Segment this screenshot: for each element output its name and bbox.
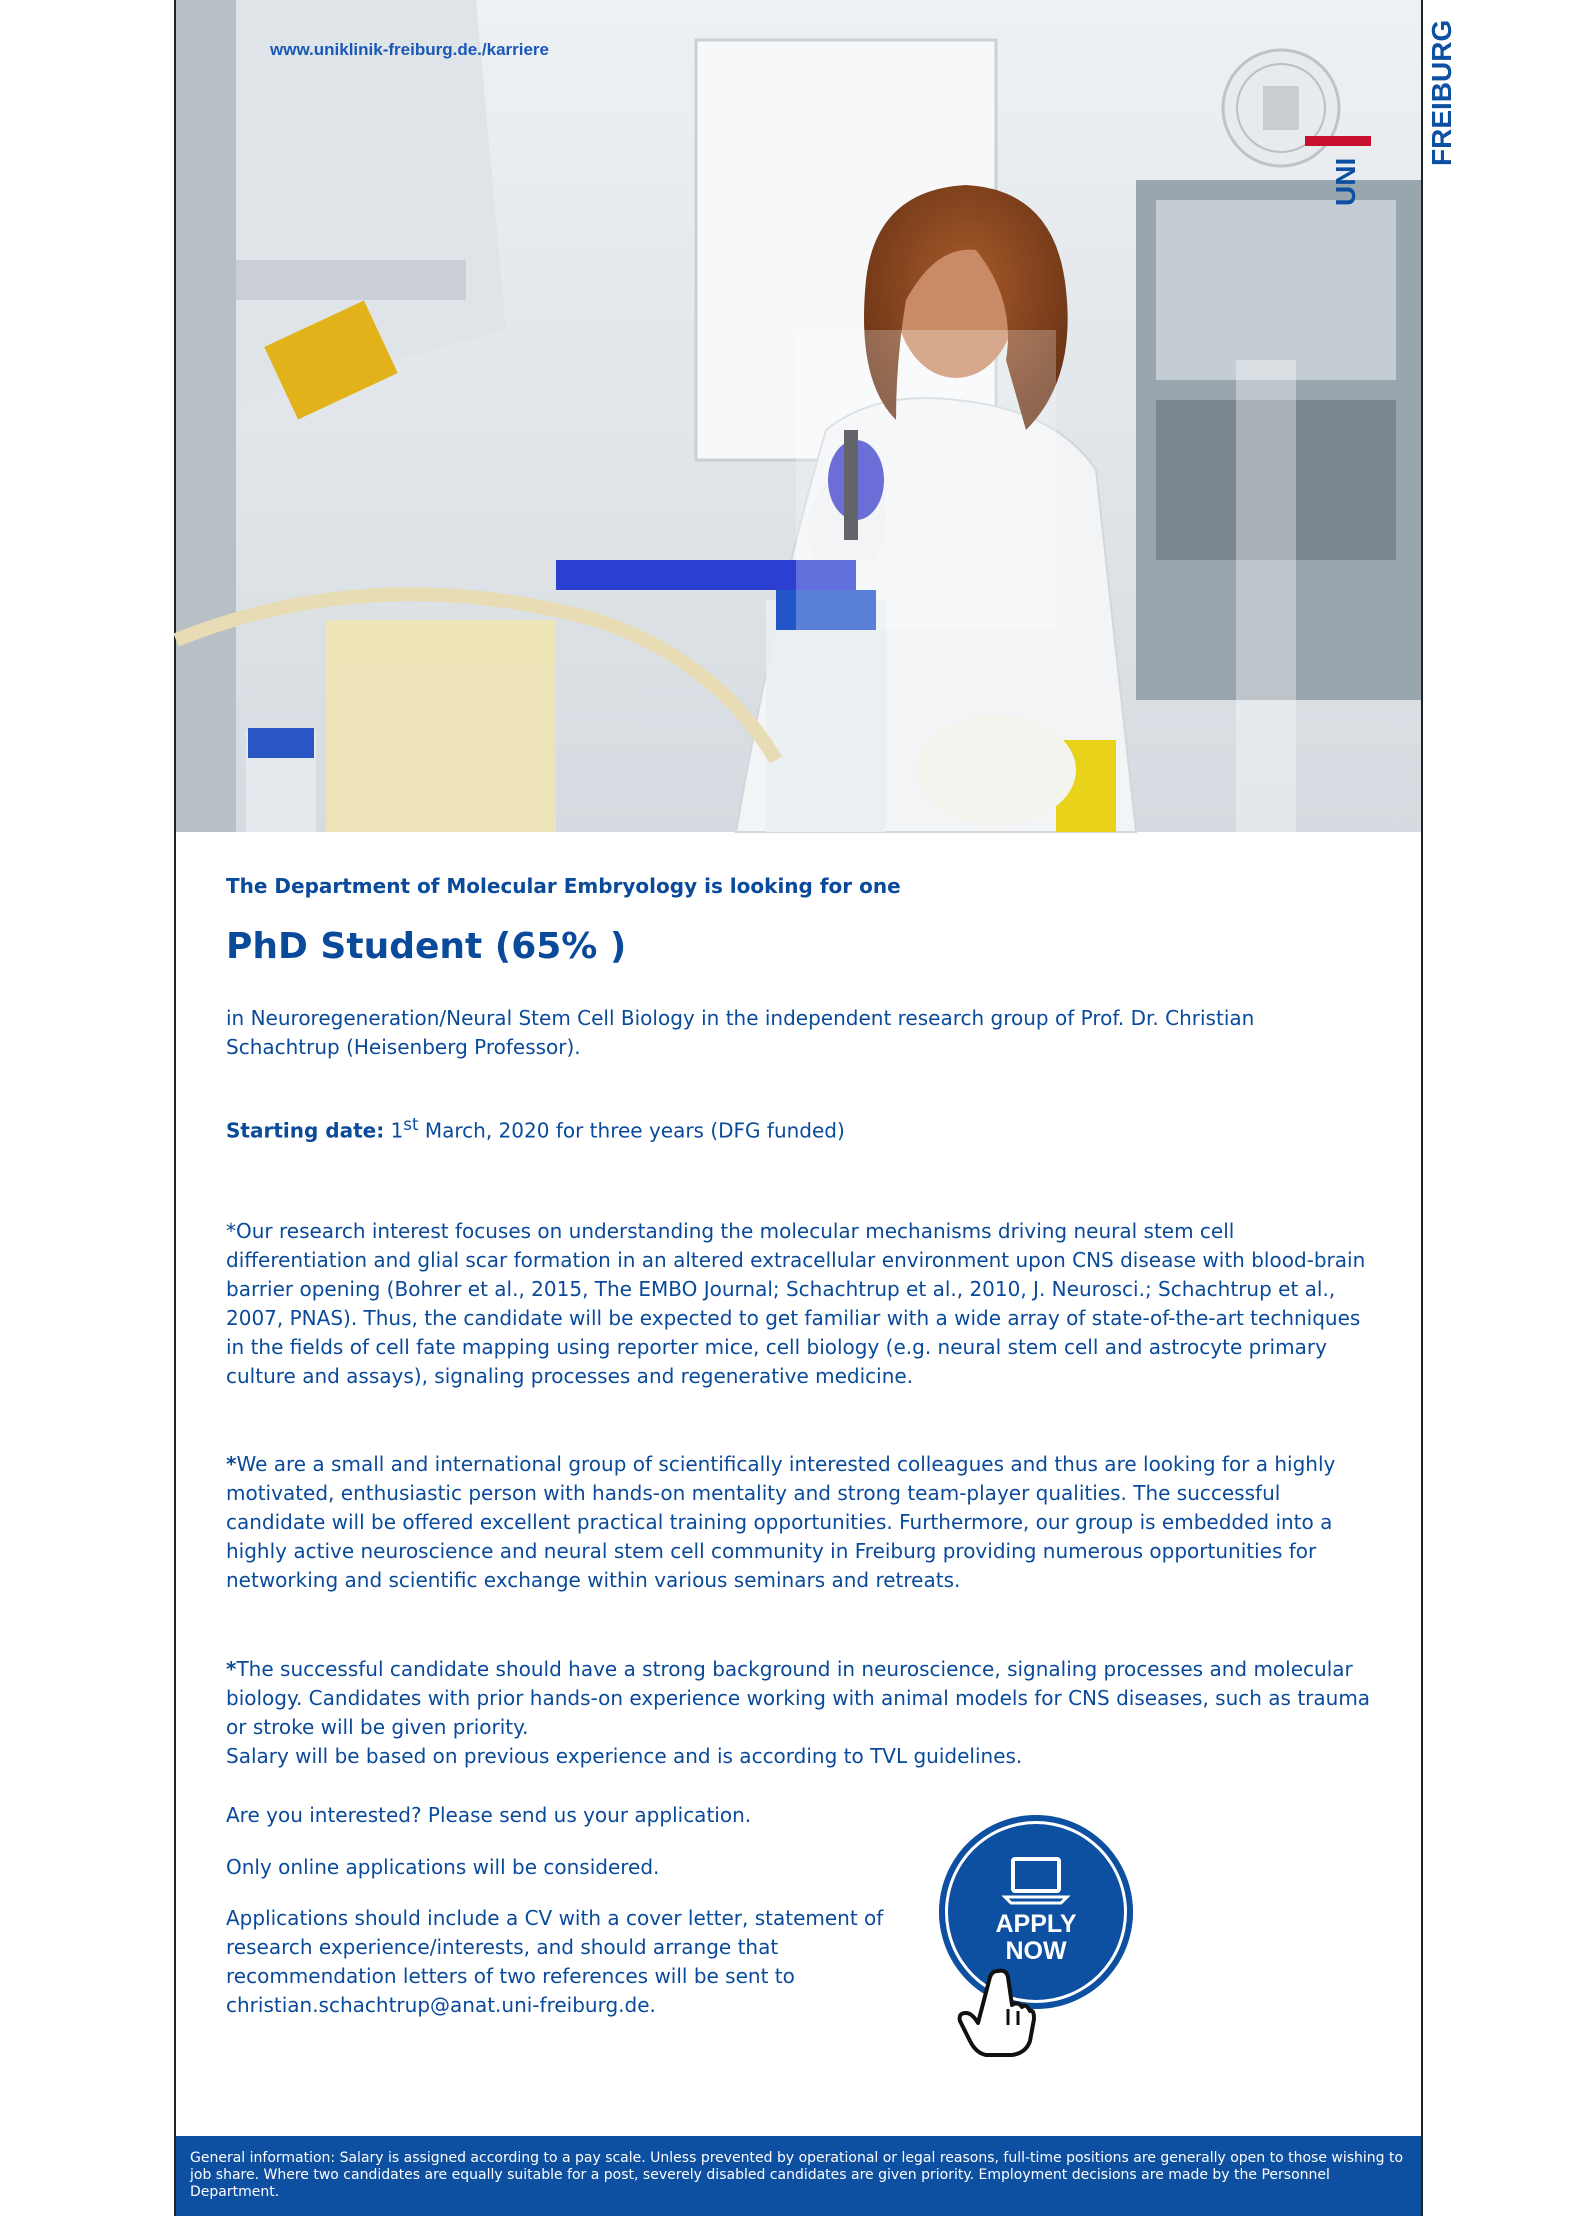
logo-freiburg-text: FREIBURG	[1426, 19, 1457, 166]
starting-date-label: Starting date:	[226, 1118, 385, 1143]
group-text: We are a small and international group of scientifically interested colleagues and thus are looking for a highly motivated, enthusiastic person with hands-on mentality and strong team-player qualities. The successful candidate will be offered excellent practical training opportunities. Furthermore, our group is embedded into a highly active neuroscience and neural stem cell community in Freiburg providing numerous opportunities for networking and scientific exchange within various seminars and retreats.	[226, 1452, 1336, 1592]
job-title: PhD Student (65% )	[226, 926, 627, 967]
apply-label-line1: APPLY	[995, 1910, 1077, 1938]
bullet-marker: *	[226, 1452, 237, 1476]
university-logo	[1219, 19, 1457, 206]
careers-url[interactable]: www.uniklinik-freiburg.de./karriere	[270, 40, 549, 59]
footer-bar	[176, 2136, 1421, 2216]
requirements-paragraph	[226, 1655, 1371, 1771]
logo-uni-text: UNI	[1330, 157, 1361, 206]
footer-general-info: General information: Salary is assigned according to a pay scale. Unless prevented by operational or legal reasons, full-time positions are generally open to those wishing to job share. Where two candidates are equally suitable for a post, severely disabled candidates are given priority. Employment decisions are made by the Personnel Department.	[190, 2150, 1404, 2200]
interest-line: Are you interested? Please send us your application.	[226, 1803, 752, 1827]
online-only-line: Only online applications will be considered.	[226, 1855, 660, 1879]
job-posting-page	[174, 0, 1457, 2216]
starting-date-rest: March, 2020 for three years (DFG funded)	[424, 1118, 845, 1143]
starting-date-day: 1	[390, 1118, 404, 1143]
group-paragraph	[226, 1450, 1371, 1595]
pointing-hand-icon	[956, 1965, 1036, 2060]
job-description: in Neuroregeneration/Neural Stem Cell Biology in the independent research group of Prof. Dr. Christian Schachtrup (Heisenberg Professor).	[226, 1006, 1255, 1059]
starting-date	[226, 1110, 1371, 1146]
research-text: Our research interest focuses on understanding the molecular mechanisms driving neural stem cell differentiation and glial scar formation in an altered extracellular environment upon CNS disease with blood-brain barrier opening (Bohrer et al., 2015, The EMBO Journal; Schachtrup et al., 2010, J. Neurosci.; Schachtrup et al., 2007, PNAS). Thus, the candidate will be expected to get familiar with a wide array of state-of-the-art techniques in the fields of cell fate mapping using reporter mice, cell biology (e.g. neural stem cell and astrocyte primary culture and assays), signaling processes and regenerative medicine.	[226, 1219, 1366, 1388]
salary-text: Salary will be based on previous experience and is according to TVL guidelines.	[226, 1744, 1023, 1768]
starting-date-suffix: st	[403, 1115, 419, 1134]
bullet-marker: *	[226, 1657, 237, 1681]
requirements-text: The successful candidate should have a strong background in neuroscience, signaling processes and molecular biology. Candidates with prior hands-on experience working with animal models for CNS diseases, such as trauma or stroke will be given priority.	[226, 1657, 1371, 1739]
laptop-icon	[1003, 1855, 1069, 1905]
department-intro: The Department of Molecular Embryology is looking for one	[226, 874, 901, 898]
hero-photo	[176, 0, 1457, 832]
research-paragraph	[226, 1217, 1371, 1391]
bullet-marker: *	[226, 1219, 236, 1243]
application-instructions: Applications should include a CV with a cover letter, statement of research experience/interests, and should arrange that recommendation letters of two references will be sent to christian.schachtrup@anat.uni-freiburg.de.	[226, 1906, 884, 2017]
apply-label-line2: NOW	[1005, 1937, 1067, 1965]
